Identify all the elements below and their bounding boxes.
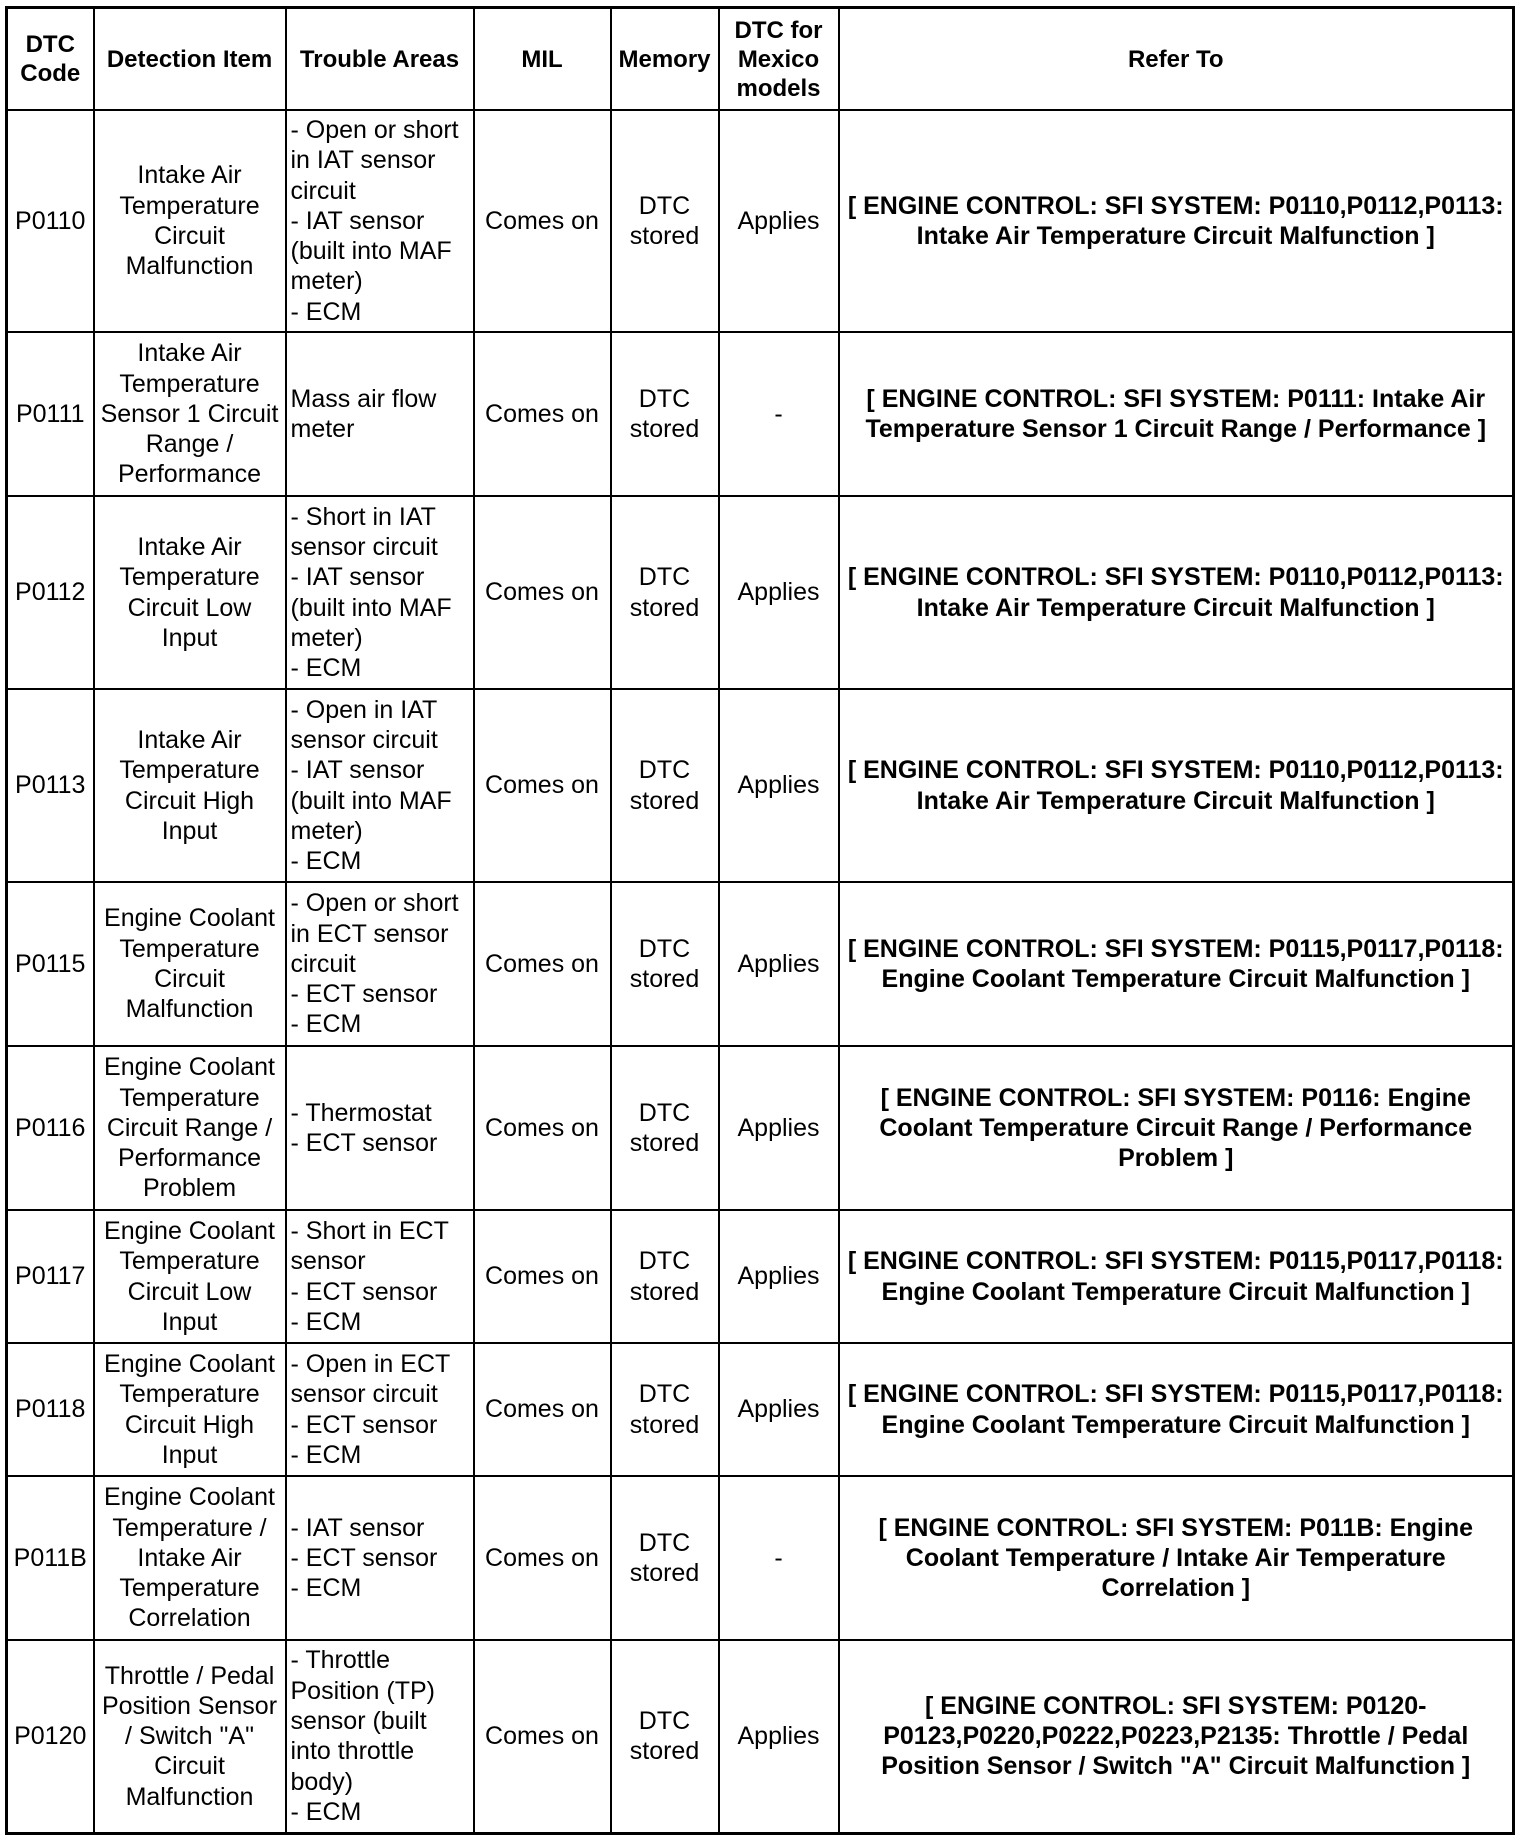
- memory-cell: DTC stored: [611, 882, 719, 1046]
- dtc-mexico-cell: Applies: [719, 882, 839, 1046]
- trouble-areas-cell: - IAT sensor - ECT sensor - ECM: [286, 1476, 474, 1640]
- trouble-areas-cell: - Open in IAT sensor circuit - IAT sensor (built into MAF meter) - ECM: [286, 689, 474, 882]
- refer-to-cell: [ ENGINE CONTROL: SFI SYSTEM: P0120-P0123,P0220,P0222,P0223,P2135: Throttle / Pedal Position Sensor / Switch "A" Circuit Malfunction ]: [839, 1640, 1514, 1833]
- detection-item-cell: Intake Air Temperature Circuit Malfunction: [94, 110, 286, 332]
- refer-to-cell: [ ENGINE CONTROL: SFI SYSTEM: P0116: Engine Coolant Temperature Circuit Range / Performance Problem ]: [839, 1046, 1514, 1210]
- table-row: [7, 110, 1514, 332]
- mil-cell: Comes on: [474, 1476, 611, 1640]
- trouble-areas-cell: Mass air flow meter: [286, 332, 474, 496]
- trouble-areas-cell: - Short in ECT sensor - ECT sensor - ECM: [286, 1210, 474, 1343]
- dtc-code-cell: P0120: [7, 1640, 94, 1833]
- refer-to-cell: [ ENGINE CONTROL: SFI SYSTEM: P0110,P0112,P0113: Intake Air Temperature Circuit Malfunction ]: [839, 110, 1514, 332]
- dtc-code-cell: P0118: [7, 1343, 94, 1476]
- dtc-code-cell: P011B: [7, 1476, 94, 1640]
- table-row: [7, 689, 1514, 882]
- header-memory: Memory: [611, 8, 719, 111]
- detection-item-cell: Engine Coolant Temperature / Intake Air Temperature Correlation: [94, 1476, 286, 1640]
- dtc-mexico-cell: Applies: [719, 1343, 839, 1476]
- refer-to-cell: [ ENGINE CONTROL: SFI SYSTEM: P011B: Engine Coolant Temperature / Intake Air Temperature Correlation ]: [839, 1476, 1514, 1640]
- mil-cell: Comes on: [474, 1640, 611, 1833]
- memory-cell: DTC stored: [611, 496, 719, 689]
- dtc-code-cell: P0113: [7, 689, 94, 882]
- trouble-areas-cell: - Open or short in ECT sensor circuit - ECT sensor - ECM: [286, 882, 474, 1046]
- header-refer-to: Refer To: [839, 8, 1514, 111]
- table-row: [7, 1210, 1514, 1343]
- trouble-areas-cell: - Open in ECT sensor circuit - ECT sensor - ECM: [286, 1343, 474, 1476]
- memory-cell: DTC stored: [611, 1640, 719, 1833]
- refer-to-cell: [ ENGINE CONTROL: SFI SYSTEM: P0115,P0117,P0118: Engine Coolant Temperature Circuit Malfunction ]: [839, 882, 1514, 1046]
- dtc-mexico-cell: -: [719, 332, 839, 496]
- header-mil: MIL: [474, 8, 611, 111]
- detection-item-cell: Intake Air Temperature Sensor 1 Circuit Range / Performance: [94, 332, 286, 496]
- mil-cell: Comes on: [474, 496, 611, 689]
- dtc-code-cell: P0111: [7, 332, 94, 496]
- dtc-mexico-cell: -: [719, 1476, 839, 1640]
- memory-cell: DTC stored: [611, 332, 719, 496]
- dtc-mexico-cell: Applies: [719, 1046, 839, 1210]
- refer-to-cell: [ ENGINE CONTROL: SFI SYSTEM: P0115,P0117,P0118: Engine Coolant Temperature Circuit Malfunction ]: [839, 1343, 1514, 1476]
- table-header-row: [7, 8, 1514, 111]
- table-row: [7, 1343, 1514, 1476]
- dtc-mexico-cell: Applies: [719, 496, 839, 689]
- memory-cell: DTC stored: [611, 1343, 719, 1476]
- header-dtc-code: DTC Code: [7, 8, 94, 111]
- header-detection-item: Detection Item: [94, 8, 286, 111]
- dtc-code-cell: P0115: [7, 882, 94, 1046]
- memory-cell: DTC stored: [611, 689, 719, 882]
- dtc-code-cell: P0112: [7, 496, 94, 689]
- detection-item-cell: Engine Coolant Temperature Circuit Malfunction: [94, 882, 286, 1046]
- memory-cell: DTC stored: [611, 110, 719, 332]
- table-row: [7, 332, 1514, 496]
- detection-item-cell: Intake Air Temperature Circuit Low Input: [94, 496, 286, 689]
- table-row: [7, 1476, 1514, 1640]
- table-row: [7, 496, 1514, 689]
- refer-to-cell: [ ENGINE CONTROL: SFI SYSTEM: P0110,P0112,P0113: Intake Air Temperature Circuit Malfunction ]: [839, 689, 1514, 882]
- dtc-table: [5, 6, 1515, 1835]
- table-row: [7, 1640, 1514, 1833]
- detection-item-cell: Engine Coolant Temperature Circuit High Input: [94, 1343, 286, 1476]
- table-row: [7, 1046, 1514, 1210]
- table-row: [7, 882, 1514, 1046]
- header-dtc-mexico: DTC for Mexico models: [719, 8, 839, 111]
- detection-item-cell: Throttle / Pedal Position Sensor / Switch "A" Circuit Malfunction: [94, 1640, 286, 1833]
- detection-item-cell: Engine Coolant Temperature Circuit Range / Performance Problem: [94, 1046, 286, 1210]
- header-trouble-areas: Trouble Areas: [286, 8, 474, 111]
- refer-to-cell: [ ENGINE CONTROL: SFI SYSTEM: P0111: Intake Air Temperature Sensor 1 Circuit Range / Performance ]: [839, 332, 1514, 496]
- dtc-mexico-cell: Applies: [719, 689, 839, 882]
- mil-cell: Comes on: [474, 332, 611, 496]
- mil-cell: Comes on: [474, 882, 611, 1046]
- memory-cell: DTC stored: [611, 1476, 719, 1640]
- dtc-mexico-cell: Applies: [719, 110, 839, 332]
- trouble-areas-cell: - Short in IAT sensor circuit - IAT sensor (built into MAF meter) - ECM: [286, 496, 474, 689]
- memory-cell: DTC stored: [611, 1046, 719, 1210]
- mil-cell: Comes on: [474, 110, 611, 332]
- refer-to-cell: [ ENGINE CONTROL: SFI SYSTEM: P0110,P0112,P0113: Intake Air Temperature Circuit Malfunction ]: [839, 496, 1514, 689]
- dtc-mexico-cell: Applies: [719, 1210, 839, 1343]
- detection-item-cell: Engine Coolant Temperature Circuit Low Input: [94, 1210, 286, 1343]
- trouble-areas-cell: - Throttle Position (TP) sensor (built into throttle body) - ECM: [286, 1640, 474, 1833]
- detection-item-cell: Intake Air Temperature Circuit High Input: [94, 689, 286, 882]
- dtc-code-cell: P0116: [7, 1046, 94, 1210]
- mil-cell: Comes on: [474, 689, 611, 882]
- mil-cell: Comes on: [474, 1343, 611, 1476]
- trouble-areas-cell: - Open or short in IAT sensor circuit - IAT sensor (built into MAF meter) - ECM: [286, 110, 474, 332]
- mil-cell: Comes on: [474, 1210, 611, 1343]
- dtc-code-cell: P0110: [7, 110, 94, 332]
- mil-cell: Comes on: [474, 1046, 611, 1210]
- trouble-areas-cell: - Thermostat - ECT sensor: [286, 1046, 474, 1210]
- dtc-mexico-cell: Applies: [719, 1640, 839, 1833]
- dtc-code-cell: P0117: [7, 1210, 94, 1343]
- refer-to-cell: [ ENGINE CONTROL: SFI SYSTEM: P0115,P0117,P0118: Engine Coolant Temperature Circuit Malfunction ]: [839, 1210, 1514, 1343]
- memory-cell: DTC stored: [611, 1210, 719, 1343]
